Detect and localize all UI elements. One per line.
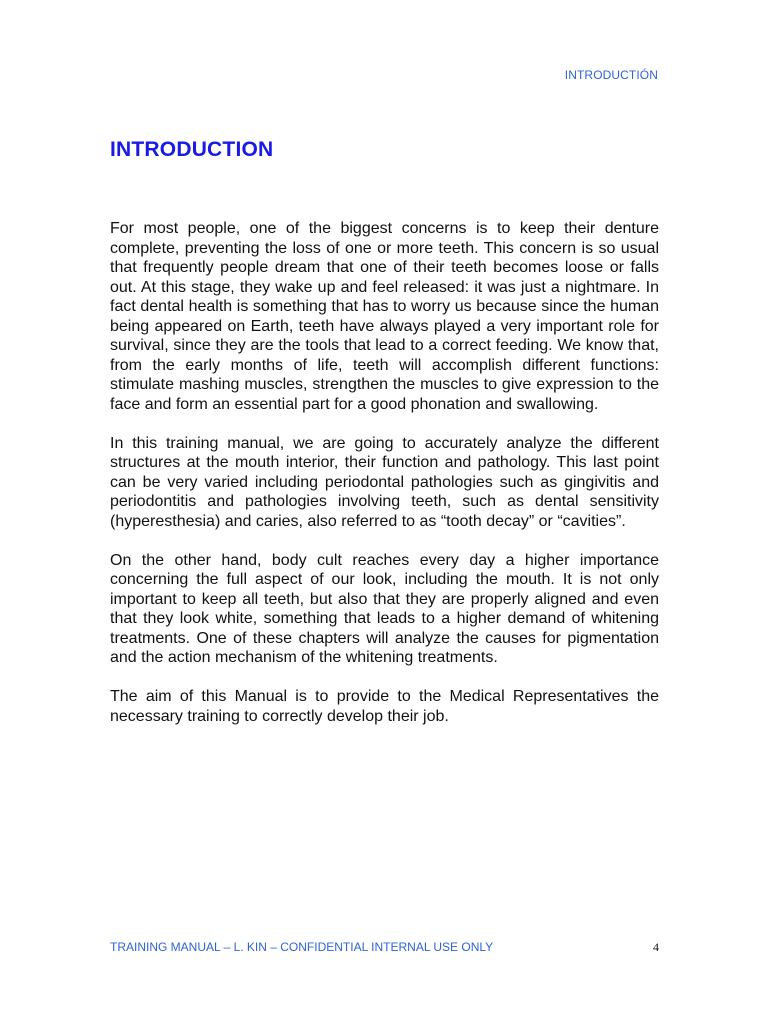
paragraph-3: On the other hand, body cult reaches every day a higher importance concerning the full aspect of our look, including the mouth. It is not only important to keep all teeth, but also that they are properly aligned and even that they look white, something that leads to a higher demand of whitening treatments. One of these chapters will analyze the causes for pigmentation and the action mechanism of the whitening treatments. [110, 551, 659, 666]
paragraph-1: For most people, one of the biggest concerns is to keep their denture complete, preventing the loss of one or more teeth. This concern is so usual that frequently people dream that one of their teeth becomes loose or falls out. At this stage, they wake up and feel released: it was just a nightmare. In fact dental health is something that has to worry us because since the human being appeared on Earth, teeth have always played a very important role for survival, since they are the tools that lead to a correct feeding. We know that, from the early months of life, teeth will accomplish different functions: stimulate mashing muscles, strengthen the muscles to give expression to the face and form an essential part for a good phonation and swallowing. [110, 220, 659, 413]
paragraph-2: In this training manual, we are going to accurately analyze the different structures at the mouth interior, their function and pathology. This last point can be very varied including periodontal pathologies such as gingivitis and periodontitis and pathologies involving teeth, such as dental sensitivity (hyperesthesia) and caries, also referred to as “tooth decay” or “cavities”. [110, 434, 659, 530]
body-text [110, 219, 659, 746]
page-number: 4 [653, 940, 659, 954]
footer-text: TRAINING MANUAL – L. KIN – CONFIDENTIAL INTERNAL USE ONLY [110, 940, 494, 954]
running-header: INTRODUCTIÓN [564, 68, 658, 82]
page-footer [110, 940, 659, 955]
page-title: INTRODUCTION [110, 138, 274, 161]
paragraph-4: The aim of this Manual is to provide to the Medical Representatives the necessary training to correctly develop their job. [110, 688, 659, 725]
